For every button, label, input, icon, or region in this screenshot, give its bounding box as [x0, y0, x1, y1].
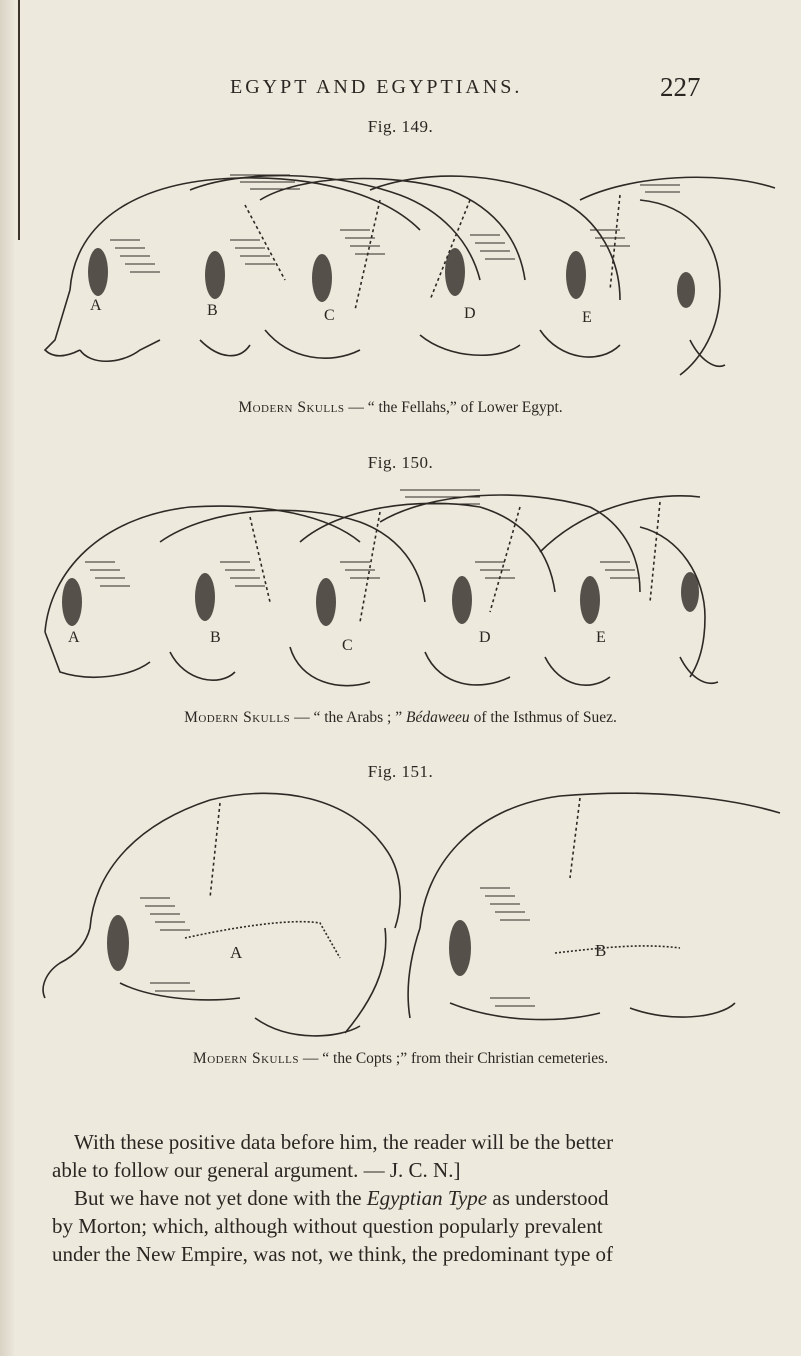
jaw-outline	[45, 290, 80, 356]
paragraph-line: able to follow our general argument. — J. C. N.]	[52, 1158, 461, 1182]
orbit-shading	[452, 576, 472, 624]
hatching	[110, 240, 160, 272]
skull-outline	[580, 177, 775, 200]
orbit-shading	[445, 248, 465, 296]
hatching	[640, 185, 680, 192]
figure-151-label: Fig. 151.	[367, 762, 434, 781]
figure-149-illustration	[0, 160, 801, 390]
orbit-shading	[681, 572, 699, 612]
figure-150-label: Fig. 150.	[367, 453, 434, 472]
skull-letter-a: A	[90, 297, 102, 314]
caption-text: of the Isthmus of Suez.	[469, 709, 617, 726]
orbit-shading	[677, 272, 695, 308]
hatching	[140, 898, 190, 930]
orbit-shading	[62, 578, 82, 626]
page-number: 227	[660, 72, 701, 102]
figure-150-illustration	[0, 482, 801, 694]
jaw-outline	[170, 652, 235, 680]
jaw-outline	[255, 1018, 360, 1036]
orbit-shading	[312, 254, 332, 302]
caption-text: — “ the Copts ;” from their Christian cemeteries.	[299, 1050, 609, 1067]
paragraph-line	[52, 1184, 752, 1212]
hatching	[475, 562, 515, 578]
figure-149-label: Fig. 149.	[367, 117, 434, 136]
caption-smallcaps: Modern Skulls	[184, 709, 291, 726]
skull-outline	[260, 179, 525, 280]
skull-letter-b: B	[210, 629, 221, 646]
caption-smallcaps: Modern Skulls	[238, 399, 345, 416]
skull-outline	[190, 176, 480, 280]
figure-150-skulls	[0, 482, 801, 694]
skull-outline	[70, 178, 420, 290]
skull-letter-d: D	[464, 305, 476, 322]
orbit-shading	[580, 576, 600, 624]
figure-149-skulls	[0, 160, 801, 390]
caption-text: — “ the Arabs ; ”	[290, 709, 406, 726]
jaw-outline	[200, 340, 250, 356]
jaw-outline	[420, 335, 520, 355]
suture-lines	[555, 946, 680, 953]
jaw-outline	[425, 652, 510, 685]
skull-letter-b: B	[595, 941, 607, 960]
text-run: as understood	[487, 1186, 609, 1210]
figure-151-skulls	[0, 788, 801, 1048]
skull-outline	[420, 793, 780, 928]
text-run: But we have not yet done with the	[74, 1186, 367, 1210]
jaw-outline	[408, 928, 420, 1018]
orbit-shading	[88, 248, 108, 296]
skull-letter-a: A	[230, 943, 243, 962]
suture-lines	[185, 922, 340, 958]
skull-letter-e: E	[596, 629, 606, 646]
jaw-outline	[450, 1003, 600, 1020]
orbit-shading	[566, 251, 586, 299]
italic-run: Egyptian Type	[366, 1186, 488, 1210]
jaw-outline	[43, 928, 90, 998]
suture-lines	[210, 798, 580, 898]
skull-letter-a: A	[68, 629, 80, 646]
skull-letter-d: D	[479, 629, 491, 646]
caption-smallcaps: Modern Skulls	[192, 1050, 300, 1067]
skull-letter-b: B	[207, 302, 218, 319]
skull-outline	[345, 928, 386, 1033]
hatching	[340, 230, 385, 254]
jaw-outline	[540, 330, 620, 357]
running-title: EGYPT AND EGYPTIANS.	[230, 76, 523, 98]
caption-italic: Bédaweeu	[405, 709, 470, 726]
skull-outline	[90, 793, 400, 928]
jaw-outline	[80, 340, 160, 361]
jaw-outline	[45, 632, 150, 677]
jaw-outline	[265, 330, 360, 358]
figure-151-caption	[0, 1050, 801, 1068]
jaw-outline	[290, 647, 370, 686]
hatching	[590, 230, 630, 246]
paragraph-line: With these positive data before him, the reader will be the better	[74, 1130, 614, 1154]
skull-letter-c: C	[342, 637, 353, 654]
hatching	[340, 562, 380, 578]
skull-letter-e: E	[582, 309, 592, 326]
hatching	[230, 240, 275, 264]
orbit-shading	[205, 251, 225, 299]
running-head	[0, 72, 801, 112]
paragraph-line: under the New Empire, was not, we think, the predominant type of	[52, 1242, 614, 1266]
body-text	[52, 1128, 752, 1268]
paragraph-line: by Morton; which, although without question popularly prevalent	[52, 1214, 603, 1238]
hatching	[150, 983, 195, 991]
hatching	[470, 235, 515, 259]
hatching	[600, 562, 640, 578]
skull-letter-c: C	[324, 307, 335, 324]
hatching	[220, 562, 265, 586]
hatching	[480, 888, 530, 920]
caption-text: — “ the Fellahs,” of Lower Egypt.	[344, 399, 563, 416]
hatching	[85, 562, 130, 586]
jaw-outline	[690, 340, 725, 366]
hatching	[490, 998, 535, 1006]
jaw-outline	[545, 657, 610, 685]
skull-outline	[540, 496, 700, 552]
figure-151-illustration	[0, 788, 801, 1048]
orbit-shading	[449, 920, 471, 976]
orbit-shading	[195, 573, 215, 621]
figure-149-caption	[0, 399, 801, 417]
jaw-outline	[680, 657, 718, 683]
orbit-shading	[316, 578, 336, 626]
hatching	[400, 490, 480, 504]
figure-150-caption	[0, 709, 801, 727]
orbit-shading	[107, 915, 129, 971]
jaw-outline	[630, 1003, 735, 1017]
